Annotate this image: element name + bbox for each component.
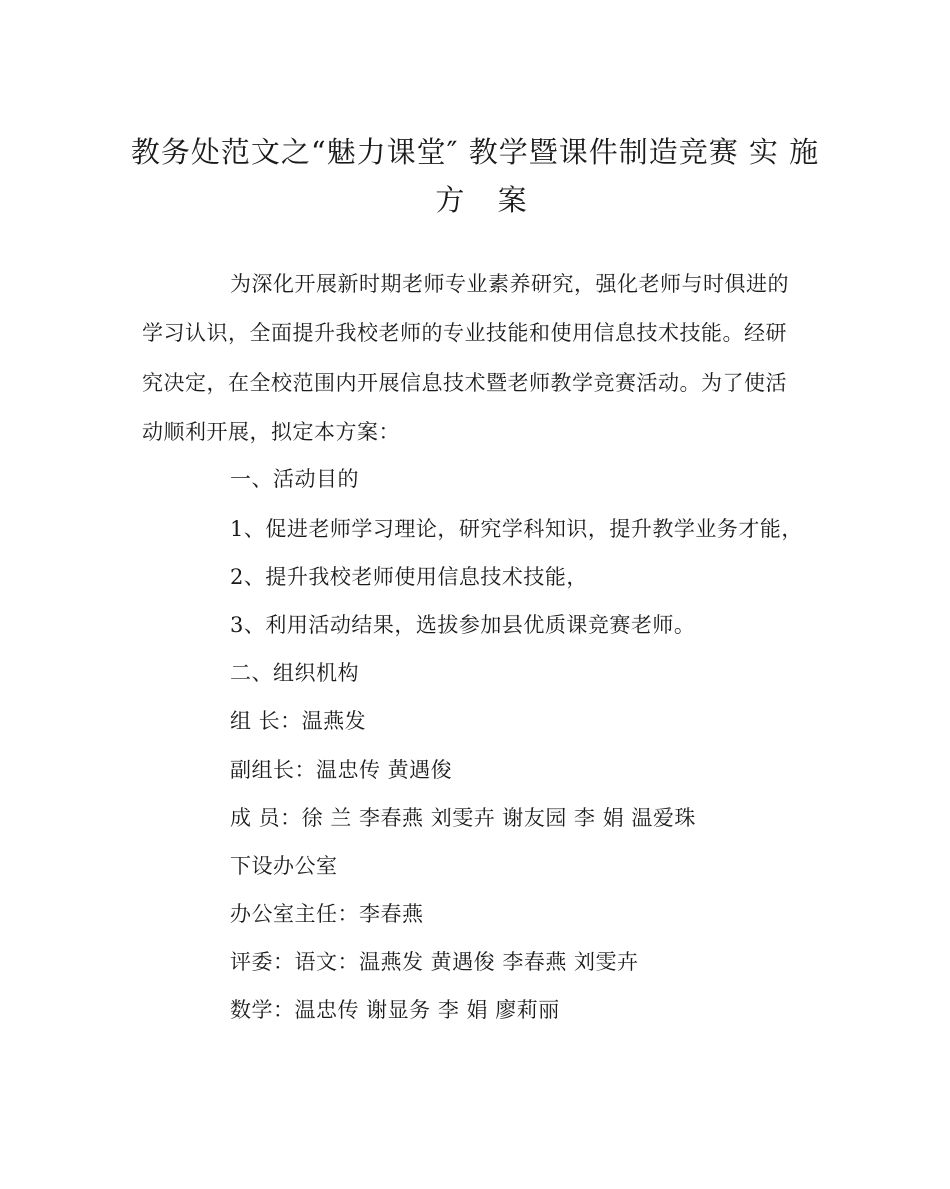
document-title-line-2: 方 案 xyxy=(435,183,539,217)
section-heading-organization: 二、组织机构 xyxy=(230,661,359,685)
goal-item-1: 1、促进老师学习理论，研究学科知识，提升教学业务才能， xyxy=(230,517,803,541)
goal-item-3: 3、利用活动结果，选拔参加县优质课竞赛老师。 xyxy=(230,613,696,637)
intro-paragraph-line-3: 究决定，在全校范围内开展信息技术暨老师教学竞赛活动。为了使活 xyxy=(142,371,787,395)
intro-paragraph-line-4: 动顺利开展，拟定本方案： xyxy=(142,420,400,444)
goal-item-2: 2、提升我校老师使用信息技术技能， xyxy=(230,565,588,589)
org-office: 下设办公室 xyxy=(230,854,338,878)
org-office-director: 办公室主任：李春燕 xyxy=(230,902,424,926)
org-members: 成 员：徐 兰 李春燕 刘雯卉 谢友园 李 娟 温爱珠 xyxy=(230,806,696,830)
section-heading-goals: 一、活动目的 xyxy=(230,467,359,491)
intro-paragraph-line-1: 为深化开展新时期老师专业素养研究，强化老师与时俱进的 xyxy=(230,272,789,296)
document-title-line-1: 教务处范文之“魅力课堂″ 教学暨课件制造竞赛 实 施 xyxy=(130,135,820,169)
org-vice-leader: 副组长：温忠传 黄遇俊 xyxy=(230,758,453,782)
judges-math: 数学：温忠传 谢显务 李 娟 廖莉丽 xyxy=(230,998,560,1022)
org-leader: 组 长：温燕发 xyxy=(230,709,367,733)
judges-chinese: 评委：语文：温燕发 黄遇俊 李春燕 刘雯卉 xyxy=(230,950,639,974)
intro-paragraph-line-2: 学习认识，全面提升我校老师的专业技能和使用信息技术技能。经研 xyxy=(142,321,787,345)
